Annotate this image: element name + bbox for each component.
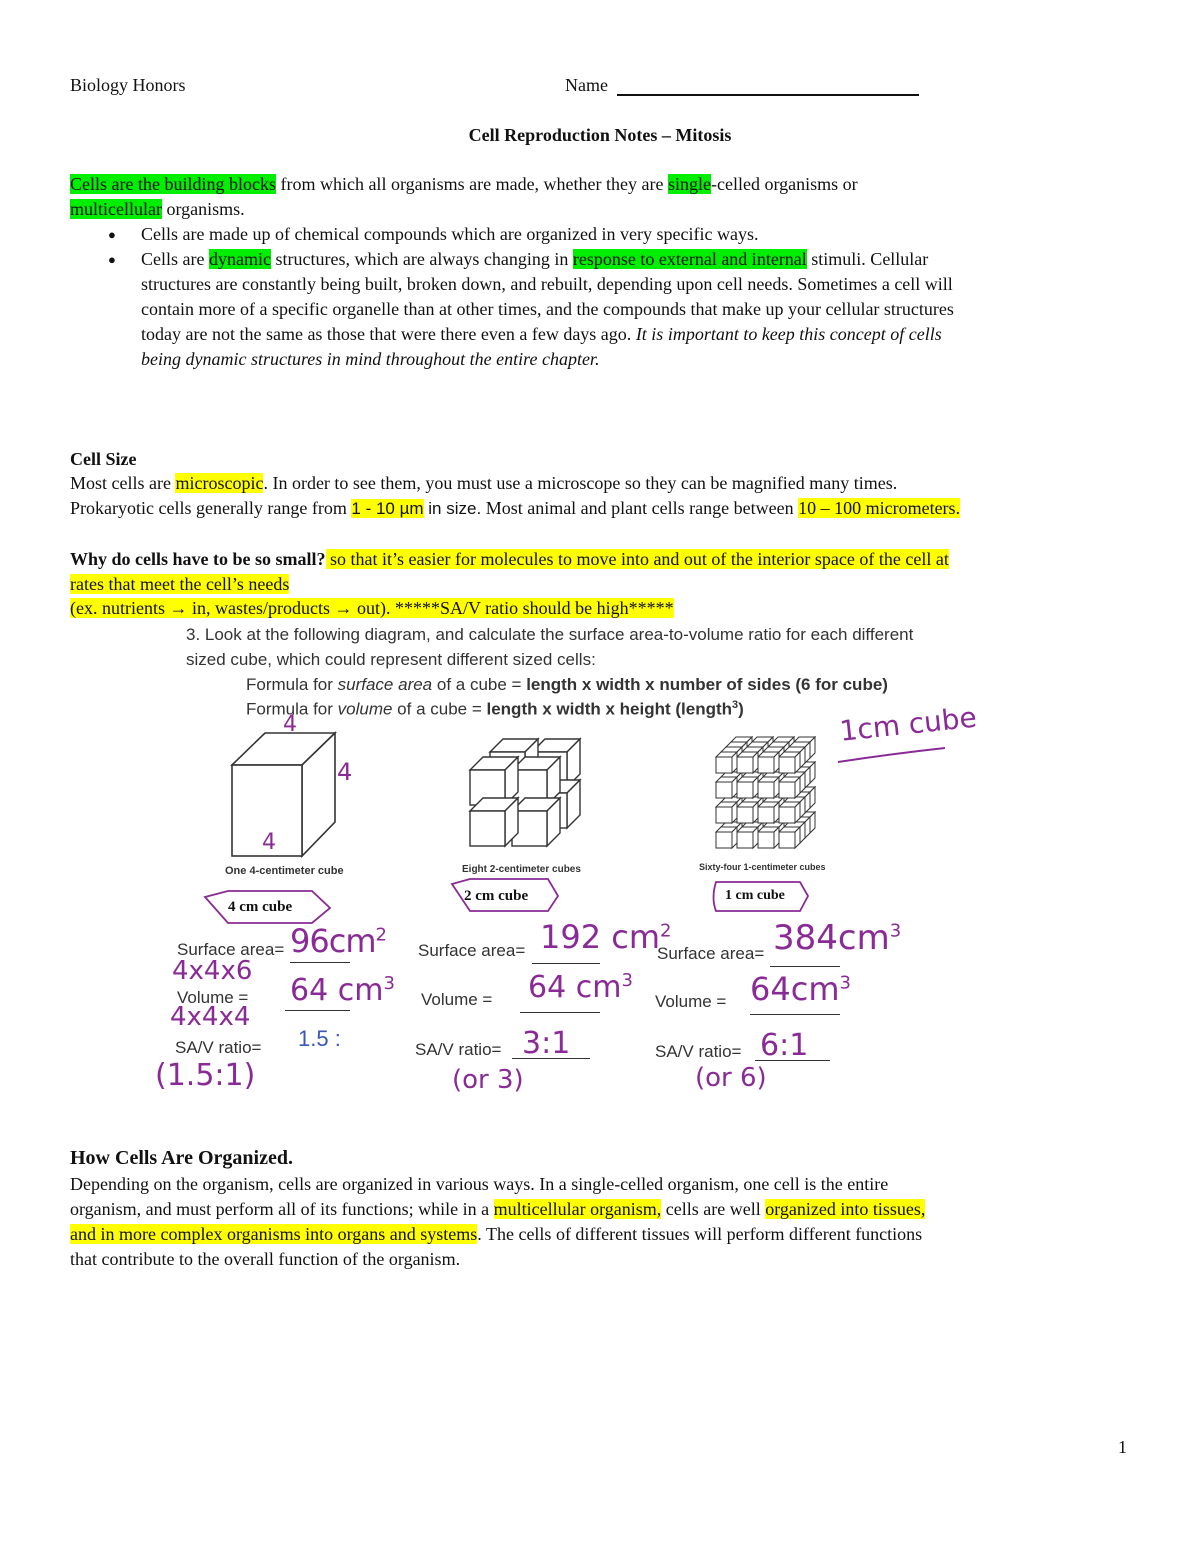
- organized-line-1: Depending on the organism, cells are organized in various ways. In a single-celled organism, one cell is the entire: [70, 1174, 889, 1194]
- hand-text: 96cm: [290, 922, 376, 960]
- cube-face: [716, 832, 732, 848]
- ratio-label-3: SA/V ratio=: [655, 1042, 742, 1061]
- answer-highlight: rates that meet the cell’s needs: [70, 574, 290, 594]
- intro-text: -celled organisms or: [711, 174, 858, 194]
- hand-text: 2: [375, 924, 386, 946]
- question-text: Why do cells have to be so small?: [70, 549, 326, 569]
- ratio-label-1: SA/V ratio=: [175, 1038, 262, 1057]
- ws-text: length x width x height (length: [486, 699, 733, 719]
- cube3-caption: Sixty-four 1-centimeter cubes: [699, 862, 826, 872]
- name-label: Name: [565, 75, 608, 95]
- cube-face: [758, 807, 774, 823]
- ws-text: Formula for: [246, 675, 338, 694]
- ws-text: surface area: [337, 675, 433, 694]
- hand-sa-work-1: 4x4x6: [172, 956, 253, 986]
- sa-blank-1[interactable]: [290, 962, 350, 963]
- body-text: Most cells are: [70, 473, 176, 493]
- hand-text: 2: [660, 920, 672, 942]
- ws-text: ): [738, 699, 744, 719]
- highlight-dynamic: dynamic: [208, 249, 271, 269]
- highlight-prokaryote-range: 1 - 10 µm: [351, 499, 424, 518]
- course-name: Biology Honors: [70, 75, 186, 95]
- hand-text: 3: [889, 920, 902, 942]
- hand-sa-1: [290, 922, 386, 960]
- cube-face: [737, 807, 753, 823]
- cube2-caption: Eight 2-centimeter cubes: [462, 864, 581, 875]
- hand-text: 3: [839, 972, 851, 994]
- cube3-label: 1 cm cube: [725, 888, 785, 903]
- hand-ratio-alt-2: (or 3): [452, 1065, 524, 1095]
- worksheet-question-2: sized cube, which could represent different sized cells:: [186, 650, 596, 669]
- sa-label-2: Surface area=: [418, 941, 526, 960]
- highlight-multicellular: multicellular: [70, 199, 162, 219]
- ws-text: of a cube =: [432, 675, 527, 694]
- bullet-italic: It is important to keep this concept of cells: [635, 324, 942, 344]
- hand-volume-2: [528, 970, 633, 1005]
- organized-line-4: that contribute to the overall function of the organism.: [70, 1249, 461, 1269]
- body-text: .: [955, 498, 961, 518]
- answer-highlight: (ex. nutrients → in, wastes/products → out). *****SA/V ratio should be high*****: [70, 598, 674, 618]
- cube-face: [779, 757, 795, 773]
- page-title: Cell Reproduction Notes – Mitosis: [468, 125, 732, 145]
- hand-sa-2: [540, 918, 671, 956]
- bullet-dot: ●: [108, 227, 116, 242]
- typed-ratio-1: 1.5 :: [298, 1026, 341, 1051]
- cube-face: [779, 832, 795, 848]
- body-text: in size.: [423, 499, 482, 518]
- cube-face: [470, 811, 505, 846]
- intro-text: organisms.: [161, 199, 245, 219]
- highlight-building-blocks: Cells are the building blocks: [70, 174, 276, 194]
- volume-blank-2[interactable]: [520, 1012, 600, 1013]
- ws-text: of a cube =: [392, 699, 487, 719]
- bullet-text: stimuli. Cellular: [806, 249, 929, 269]
- cube-face: [716, 782, 732, 798]
- body-text: cells are well: [661, 1199, 766, 1219]
- hand-ratio-3: 6:1: [760, 1028, 809, 1063]
- ws-text: 3: [732, 699, 739, 711]
- bullet-dot: ●: [108, 252, 116, 267]
- cube-face: [779, 807, 795, 823]
- cube2-label: 2 cm cube: [464, 888, 529, 904]
- bullet-text: today are not the same as those that were there even a few days ago.: [141, 324, 636, 344]
- hand-sa-3: [773, 918, 901, 958]
- ratio-label-2: SA/V ratio=: [415, 1040, 502, 1059]
- cube-sixtyfour-1cm-icon: [716, 737, 815, 848]
- hand-1cm-cube-note: 1cm cube: [838, 700, 979, 748]
- volume-label-3: Volume =: [655, 992, 727, 1011]
- cube1-label: 4 cm cube: [228, 899, 293, 915]
- cube-face: [737, 782, 753, 798]
- cube-face: [758, 757, 774, 773]
- sa-label-1: Surface area=: [177, 940, 285, 959]
- hand-volume-work-1: 4x4x4: [170, 1002, 251, 1032]
- volume-blank-1[interactable]: [285, 1010, 350, 1011]
- hand-cube1-top: 4: [283, 712, 297, 737]
- hand-ratio-alt-3: (or 6): [695, 1063, 767, 1093]
- hand-ratio-1: (1.5:1): [155, 1058, 256, 1093]
- highlight-response: response to external and internal: [572, 249, 807, 269]
- cube-face: [779, 782, 795, 798]
- ws-text: length x width x number of sides (6 for cube): [526, 675, 888, 694]
- sa-blank-2[interactable]: [532, 963, 600, 964]
- highlight-multicellular-organism: multicellular organism,: [493, 1199, 662, 1219]
- hand-text: 192 cm: [540, 918, 661, 956]
- body-text: Prokaryotic cells generally range from: [70, 498, 352, 518]
- cube-eight-2cm-icon: [470, 739, 580, 846]
- answer-highlight: so that it’s easier for molecules to move into and out of the interior space of the cell at: [325, 549, 949, 569]
- highlight-organs-systems: and in more complex organisms into organs and systems: [70, 1224, 478, 1244]
- hand-text: 3: [383, 973, 395, 994]
- ws-text: volume: [337, 699, 393, 719]
- hand-text: 64 cm: [528, 970, 622, 1005]
- sa-blank-3[interactable]: [770, 966, 840, 967]
- organized-line-3: [70, 1222, 922, 1247]
- organized-heading: How Cells Are Organized.: [70, 1147, 293, 1169]
- hand-text: 384cm: [773, 918, 890, 958]
- cube-face: [716, 807, 732, 823]
- volume-blank-3[interactable]: [750, 1014, 840, 1015]
- bullet-2-line-2: structures are constantly being built, broken down, and rebuilt, depending upon cell needs. Sometimes a cell will: [141, 274, 953, 294]
- bullet-text: Cells are: [141, 249, 209, 269]
- page-number: 1: [1118, 1437, 1127, 1457]
- intro-text: from which all organisms are made, whether they are: [275, 174, 668, 194]
- worksheet-question-1: 3. Look at the following diagram, and calculate the surface area-to-volume ratio for each different: [186, 625, 914, 644]
- highlight-single: single: [668, 174, 711, 194]
- cube-face: [758, 832, 774, 848]
- hand-cube1-side: 4: [337, 758, 353, 786]
- body-text: Most animal and plant cells range between: [481, 498, 799, 518]
- body-text: . The cells of different tissues will perform different functions: [477, 1224, 923, 1244]
- highlight-organized-tissues: organized into tissues,: [765, 1199, 926, 1219]
- cell-size-heading: Cell Size: [70, 449, 137, 469]
- body-text: organism, and must perform all of its functions; while in a: [70, 1199, 494, 1219]
- cube-face: [737, 832, 753, 848]
- highlight-eukaryote-range: 10 – 100 micrometers: [798, 498, 956, 518]
- highlight-microscopic: microscopic: [175, 473, 264, 493]
- body-text: . In order to see them, you must use a microscope so they can be magnified many times.: [263, 473, 898, 493]
- hand-cube1-bottom: 4: [262, 830, 276, 855]
- cube-one-4cm-icon: [232, 733, 335, 856]
- sa-label-3: Surface area=: [657, 944, 765, 963]
- bullet-1-text: Cells are made up of chemical compounds which are organized in very specific ways.: [141, 224, 759, 244]
- cube-face: [737, 757, 753, 773]
- hand-volume-3: [750, 970, 851, 1008]
- hand-volume-1: [290, 973, 395, 1008]
- hand-text: 64cm: [750, 970, 840, 1008]
- hand-ratio-2: 3:1: [522, 1026, 571, 1061]
- volume-label-1: Volume =: [177, 988, 249, 1007]
- cube-face: [758, 782, 774, 798]
- hand-text: 3: [621, 970, 633, 991]
- bullet-2-line-3: contain more of a specific organelle than at other times, and the compounds that make up your cellular structures: [141, 299, 954, 319]
- cube-face: [716, 757, 732, 773]
- bullet-text: structures, which are always changing in: [270, 249, 573, 269]
- volume-label-2: Volume =: [421, 990, 493, 1009]
- organized-line-2: [70, 1197, 925, 1222]
- hand-text: 64 cm: [290, 973, 384, 1008]
- ws-text: Formula for: [246, 699, 338, 719]
- cube1-caption: One 4-centimeter cube: [225, 865, 344, 877]
- bullet-2-line-5: being dynamic structures in mind throughout the entire chapter.: [141, 349, 600, 369]
